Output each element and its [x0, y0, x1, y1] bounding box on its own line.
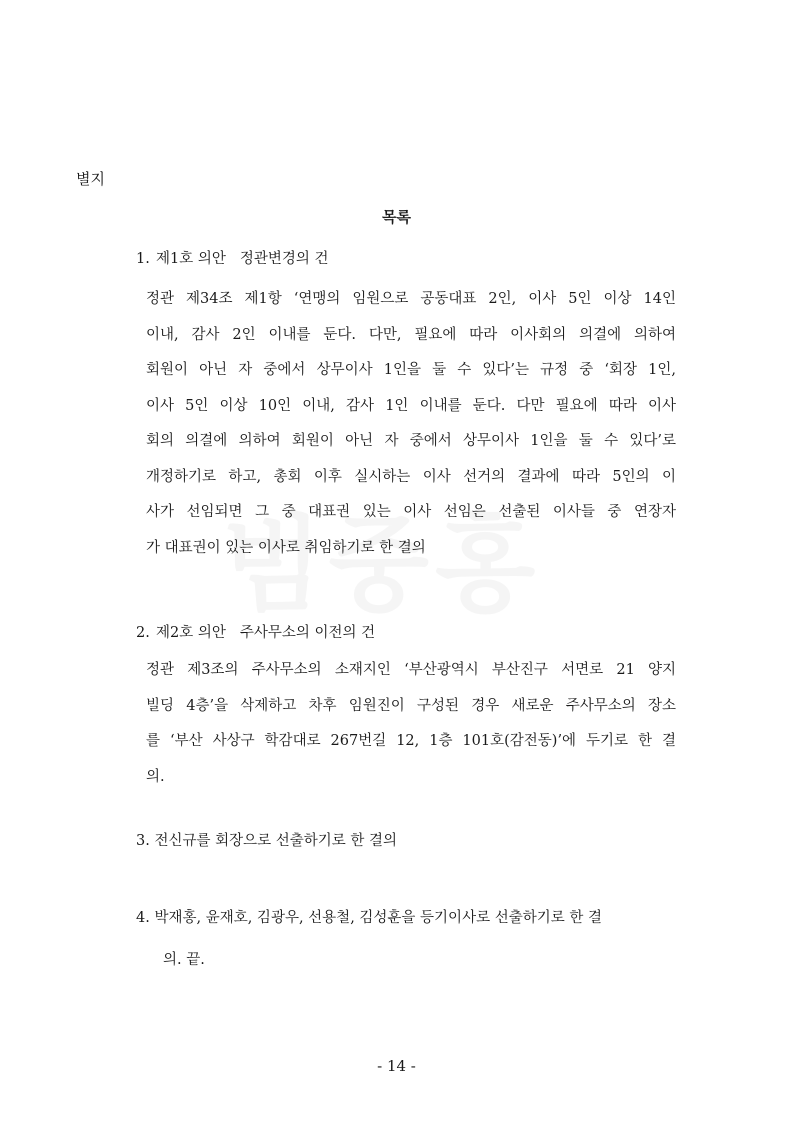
attachment-label: 별지	[76, 170, 105, 188]
body-line: 를 ‘부산 사상구 학감대로 267번길 12, 1층 101호(감전동)’에 두기로 한 결	[146, 733, 676, 749]
body-line: 가 대표권이 있는 이사로 취임하기로 한 결의	[146, 539, 426, 556]
body-line: 회의 의결에 의하여 회원이 아닌 자 중에서 상무이사 1인을 둘 수 있다’로	[146, 433, 676, 449]
body-line: 개정하기로 하고, 총회 이후 실시하는 이사 선거의 결과에 따라 5인의 이	[146, 468, 676, 485]
agenda-item-4	[136, 908, 676, 928]
item-number: 1.	[136, 251, 150, 267]
page-number: - 14 -	[377, 1057, 416, 1075]
agenda-item-3	[136, 831, 397, 851]
agenda-item-1-body	[146, 282, 676, 566]
agenda-item-4-continuation	[163, 950, 205, 970]
item-number: 3.	[136, 833, 150, 849]
item-text: 의. 끝.	[163, 952, 205, 968]
item-text: 전신규를 회장으로 선출하기로 한 결의	[154, 833, 398, 849]
body-line: 의.	[146, 768, 165, 785]
body-line: 회원이 아닌 자 중에서 상무이사 1인을 둘 수 있다’는 규정 중 ‘회장 1인,	[146, 362, 676, 378]
agenda-item-2-heading	[136, 623, 375, 643]
item-heading-prefix: 제1호 의안	[156, 251, 226, 267]
document-title: 목록	[382, 208, 411, 226]
body-line: 정관 제34조 제1항 ‘연맹의 임원으로 공동대표 2인, 이사 5인 이상 14인	[146, 291, 676, 307]
item-heading-subject: 정관변경의 건	[239, 251, 329, 267]
item-heading-subject: 주사무소의 이전의 건	[239, 625, 376, 641]
item-number: 2.	[136, 625, 150, 641]
body-line: 이사 5인 이상 10인 이내, 감사 1인 이내를 둔다. 다만 필요에 따라 이사	[146, 397, 676, 414]
item-text: 박재홍, 윤재호, 김광우, 선용철, 김성훈을 등기이사로 선출하기로 한 결	[154, 910, 602, 926]
body-line: 정관 제3조의 주사무소의 소재지인 ‘부산광역시 부산진구 서면로 21 양지	[146, 662, 676, 678]
agenda-item-1-heading	[136, 249, 329, 269]
body-line: 빌딩 4층’을 삭제하고 차후 임원진이 구성된 경우 새로운 주사무소의 장소	[146, 697, 676, 714]
agenda-item-2-body	[146, 653, 676, 795]
body-line: 사가 선임되면 그 중 대표권 있는 이사 선임은 선출된 이사들 중 연장자	[146, 504, 676, 520]
item-heading-prefix: 제2호 의안	[156, 625, 226, 641]
body-line: 이내, 감사 2인 이내를 둔다. 다만, 필요에 따라 이사회의 의결에 의하여	[146, 326, 676, 343]
item-number: 4.	[136, 910, 150, 926]
